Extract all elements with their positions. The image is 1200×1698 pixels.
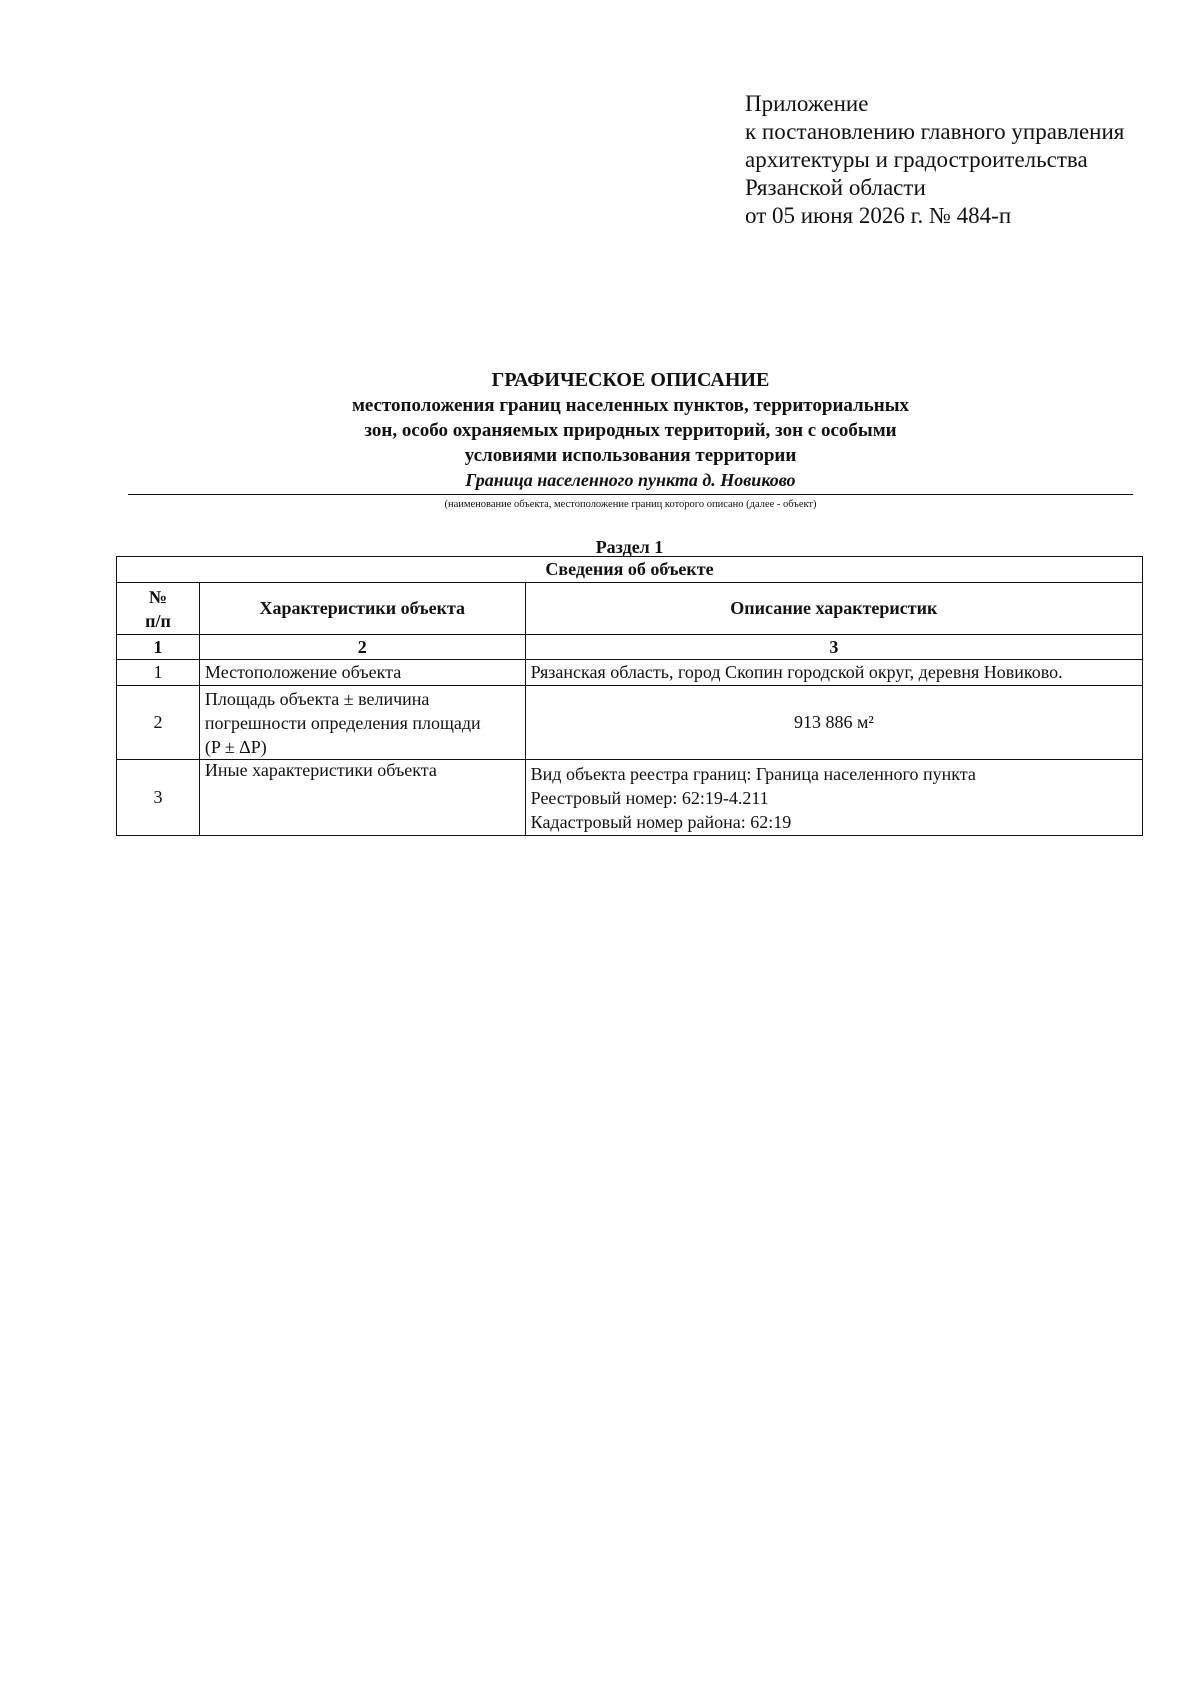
- row-number: 2: [117, 686, 200, 760]
- appendix-line: архитектуры и градостроительства: [745, 147, 1088, 172]
- title-block: [128, 367, 1133, 512]
- row-number: 1: [117, 660, 200, 686]
- description-line: Вид объекта реестра границ: Граница населенного пункта: [530, 763, 976, 784]
- header-characteristic: Характеристики объекта: [199, 583, 525, 635]
- table-row: [117, 686, 1143, 760]
- characteristic-line: Площадь объекта ± величина: [204, 688, 430, 709]
- object-caption: (наименование объекта, местоположение границ которого описано (далее - объект): [444, 499, 817, 510]
- header-num: [117, 583, 200, 635]
- row-description: Рязанская область, город Скопин городской округ, деревня Новиково.: [525, 660, 1142, 686]
- table-header-row: [117, 583, 1143, 635]
- underline-rule: [128, 494, 1133, 495]
- characteristic-line: (P ± ΔP): [204, 736, 267, 757]
- table-row: [117, 660, 1143, 686]
- description-line: Кадастровый номер района: 62:19: [530, 811, 792, 832]
- row-number: 3: [117, 760, 200, 836]
- column-number: 3: [525, 635, 1142, 660]
- header-num-line2: п/п: [145, 610, 171, 631]
- column-number-row: [117, 635, 1143, 660]
- document-subtitle: зон, особо охраняемых природных территорий, зон с особыми: [364, 420, 897, 441]
- description-line: Реестровый номер: 62:19-4.211: [530, 787, 769, 808]
- appendix-line: к постановлению главного управления: [745, 119, 1125, 144]
- object-info-table: [116, 556, 1143, 836]
- appendix-block: [745, 90, 1124, 230]
- document-title: ГРАФИЧЕСКОЕ ОПИСАНИЕ: [491, 369, 770, 391]
- header-num-line1: №: [148, 586, 167, 607]
- appendix-line: Приложение: [745, 91, 869, 116]
- table-title-row: [117, 557, 1143, 583]
- characteristic-line: погрешности определения площади: [204, 712, 481, 733]
- row-characteristic: [199, 686, 525, 760]
- header-description: Описание характеристик: [525, 583, 1142, 635]
- document-subtitle: местоположения границ населенных пунктов, территориальных: [351, 395, 910, 416]
- object-name: Граница населенного пункта д. Новиково: [465, 470, 796, 490]
- column-number: 2: [199, 635, 525, 660]
- row-description: 913 886 м²: [525, 686, 1142, 760]
- document-subtitle: условиями использования территории: [464, 445, 797, 466]
- column-number: 1: [117, 635, 200, 660]
- row-description: [525, 760, 1142, 836]
- section-label: Раздел 1: [595, 537, 664, 557]
- table-row: [117, 760, 1143, 836]
- appendix-line: Рязанской области: [745, 175, 926, 200]
- appendix-date-line: от 05 июня 2026 г. № 484-п: [745, 203, 1012, 228]
- table-title: Сведения об объекте: [117, 557, 1143, 583]
- row-characteristic: Иные характеристики объекта: [199, 760, 525, 836]
- row-characteristic: Местоположение объекта: [199, 660, 525, 686]
